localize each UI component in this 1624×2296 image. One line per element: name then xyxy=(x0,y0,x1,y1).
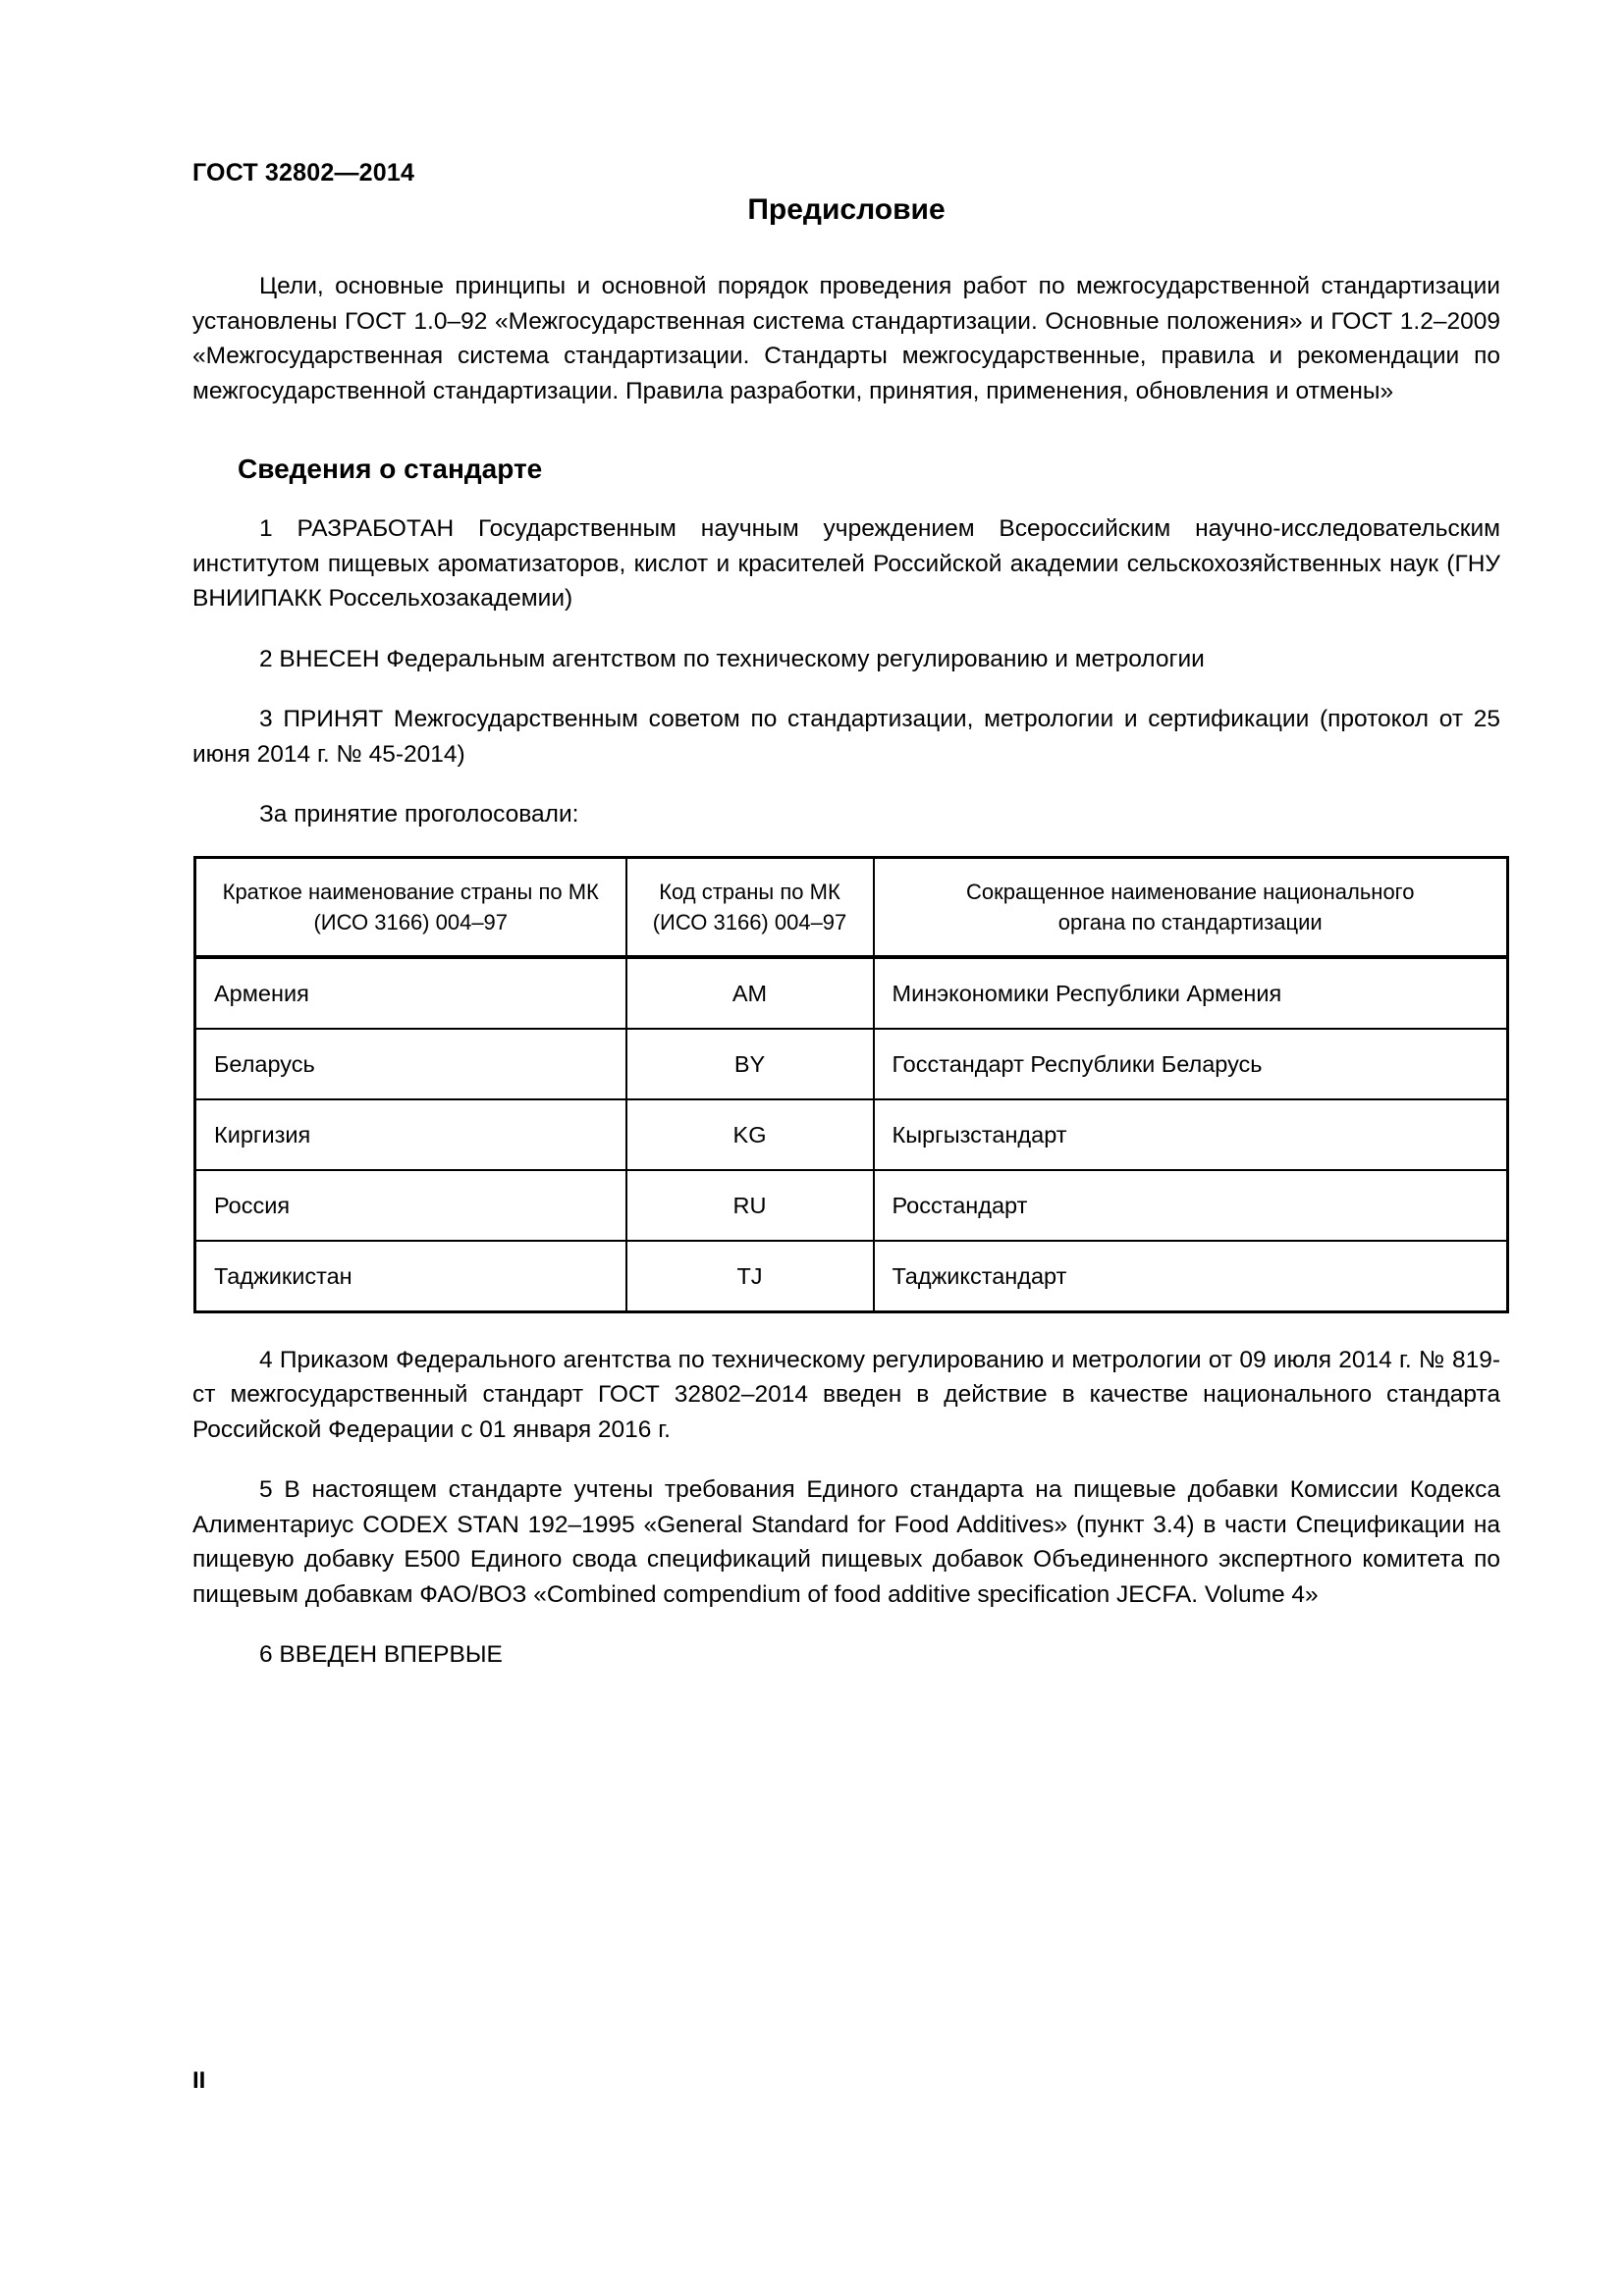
table-row xyxy=(195,1241,1508,1312)
cell-code: BY xyxy=(626,1029,874,1099)
cell-body: Минэкономики Республики Армения xyxy=(874,957,1508,1029)
page-number: II xyxy=(192,2067,206,2094)
cell-country: Беларусь xyxy=(195,1029,626,1099)
page-title: Предисловие xyxy=(747,193,946,226)
paragraph-item-6: 6 ВВЕДЕН ВПЕРВЫЕ xyxy=(259,1641,503,1668)
paragraph-intro: Цели, основные принципы и основной порядок проведения работ по межгосударственной стандартизации установлены ГОСТ 1.0–92 «Межгосударственная система стандартизации. Основные положения» и ГОСТ 1.2–2009 «Межгосударственная система стандартизации. Стандарты межгосударственные, правила и рекомендации по межгосударственной стандартизации. Правила разработки, принятия, применения, обновления и отмены» xyxy=(192,273,1500,404)
running-header-standard-number: ГОСТ 32802—2014 xyxy=(192,159,415,187)
cell-code: KG xyxy=(626,1099,874,1170)
header-line-2: органа по стандартизации xyxy=(1057,909,1323,934)
cell-country: Россия xyxy=(195,1170,626,1241)
cell-country: Таджикистан xyxy=(195,1241,626,1312)
paragraph-item-1: 1 РАЗРАБОТАН Государственным научным учреждением Всероссийским научно-исследовательским институтом пищевых ароматизаторов, кислот и красителей Российской академии сельскохозяйственных наук (ГНУ ВНИИПАКК Россельхозакадемии) xyxy=(192,515,1500,612)
header-line-1: Код страны по МК xyxy=(659,879,840,904)
cell-body: Таджикстандарт xyxy=(874,1241,1508,1312)
header-line-2: (ИСО 3166) 004–97 xyxy=(652,909,847,934)
table-header-national-body xyxy=(874,857,1508,957)
cell-code: AM xyxy=(626,957,874,1029)
table-row xyxy=(195,1099,1508,1170)
section-heading-standard-info: Сведения о стандарте xyxy=(238,454,543,484)
header-line-1: Сокращенное наименование национального xyxy=(966,879,1415,904)
paragraph-item-4: 4 Приказом Федерального агентства по техническому регулированию и метрологии от 09 июля 2014 г. № 819-ст межгосударственный стандарт ГОСТ 32802–2014 введен в действие в качестве национального стандарта Российской Федерации с 01 января 2016 г. xyxy=(192,1346,1500,1443)
cell-body: Кыргызстандарт xyxy=(874,1099,1508,1170)
table-row xyxy=(195,957,1508,1029)
cell-country: Киргизия xyxy=(195,1099,626,1170)
paragraph-vote-intro: За принятие проголосовали: xyxy=(259,801,579,828)
paragraph-item-5: 5 В настоящем стандарте учтены требования Единого стандарта на пищевые добавки Комиссии Кодекса Алиментариус CODEX STAN 192–1995 «General Standard for Food Additives» (пункт 3.4) в части Спецификации на пищевую добавку Е500 Единого свода спецификаций пищевых добавок Объединенного экспертного комитета по пищевым добавкам ФАО/ВОЗ «Combined compendium of food additive specification JECFA. Volume 4» xyxy=(192,1476,1500,1608)
table-row xyxy=(195,1029,1508,1099)
table-header-country-code xyxy=(626,857,874,957)
table-header-country-name xyxy=(195,857,626,957)
cell-country: Армения xyxy=(195,957,626,1029)
cell-body: Госстандарт Республики Беларусь xyxy=(874,1029,1508,1099)
table-header-row xyxy=(195,857,1508,957)
paragraph-item-3: 3 ПРИНЯТ Межгосударственным советом по стандартизации, метрологии и сертификации (протокол от 25 июня 2014 г. № 45-2014) xyxy=(192,706,1500,768)
cell-code: RU xyxy=(626,1170,874,1241)
header-line-1: Краткое наименование страны по МК xyxy=(222,879,599,904)
cell-body: Росстандарт xyxy=(874,1170,1508,1241)
table-row xyxy=(195,1170,1508,1241)
header-line-2: (ИСО 3166) 004–97 xyxy=(313,909,509,934)
paragraph-item-2: 2 ВНЕСЕН Федеральным агентством по техническому регулированию и метрологии xyxy=(259,645,1205,672)
vote-table-container xyxy=(192,856,1500,1313)
page-content xyxy=(192,192,1500,1673)
cell-code: TJ xyxy=(626,1241,874,1312)
vote-table xyxy=(193,856,1509,1313)
